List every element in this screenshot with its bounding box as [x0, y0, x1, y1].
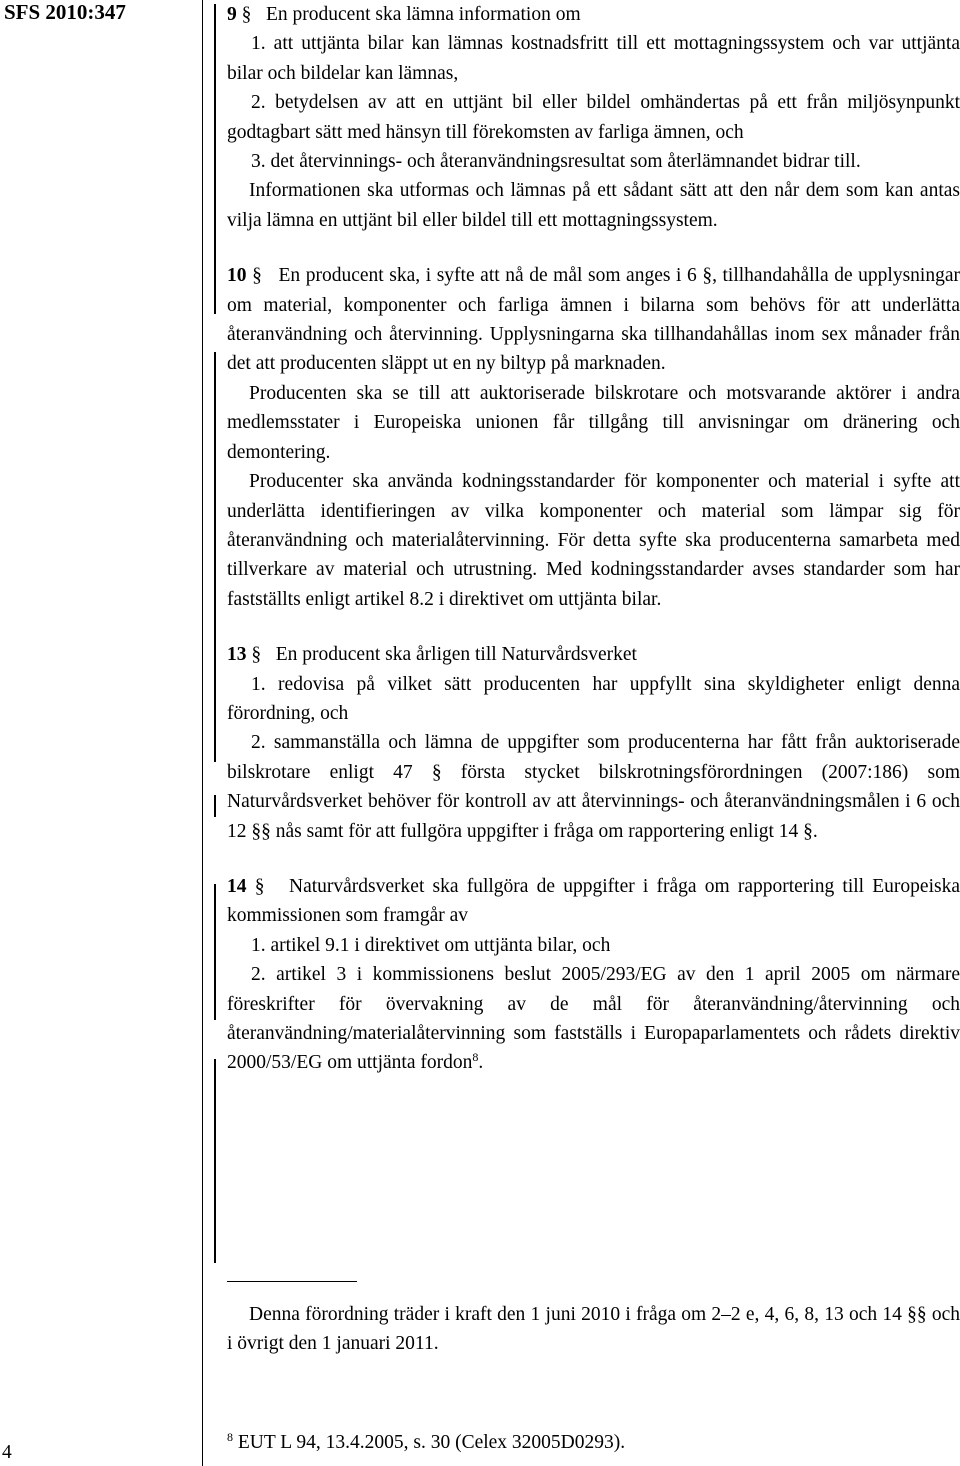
- section-9-intro: 9 § En producent ska lämna information om: [227, 4, 581, 25]
- section-9-item-2: 2. betydelsen av att en uttjänt bil eller bildel omhändertas på ett från miljösynpunkt godtagbart sätt med hänsyn till förekomsten av farliga ämnen, och: [227, 92, 960, 143]
- section-number: 13: [227, 644, 247, 666]
- change-bar: [214, 352, 216, 762]
- section-text: En producent ska, i syfte att nå de mål som anges i 6 §, tillhandahålla de upplysningar om material, komponenter och farliga ämnen i bilarna som behövs för att underlätta återanvändning och återvinning. Upplysningarna ska tillhandahållas inom sex månader från det att producenten släppt ut en ny biltyp på marknaden.: [227, 265, 960, 375]
- section-10-p1: 10 § En producent ska, i syfte att nå de mål som anges i 6 §, tillhandahålla de upplysningar om material, komponenter och farliga ämnen i bilarna som behövs för att underlätta återanvändning och återvinning. Upplysningarna ska tillhandahållas inom sex månader från det att producenten släppt ut en ny biltyp på marknaden.: [227, 265, 960, 375]
- section-10-p2: Producenten ska se till att auktoriserade bilskrotare och motsvarande aktörer i andra medlemsstater i Europeiska unionen får tillgång till anvisningar om dränering och demontering.: [227, 382, 960, 463]
- change-bar: [214, 795, 216, 817]
- footnote: [227, 1432, 625, 1454]
- page-number: 4: [2, 1442, 12, 1463]
- section-14-intro: 14 § Naturvårdsverket ska fullgöra de uppgifter i fråga om rapportering till Europeiska kommissionen som framgår av: [227, 875, 960, 927]
- change-bar: [214, 4, 216, 314]
- section-intro-text: Naturvårdsverket ska fullgöra de uppgifter i fråga om rapportering till Europeiska kommissionen som framgår av: [227, 875, 960, 927]
- section-14-item-2: [227, 960, 960, 1078]
- section-intro-text: En producent ska lämna information om: [266, 4, 581, 25]
- change-bar: [214, 884, 216, 1020]
- footnote-number: 8: [227, 1430, 233, 1444]
- section-number: 10: [227, 265, 247, 287]
- entry-into-force: Denna förordning träder i kraft den 1 juni 2010 i fråga om 2–2 e, 4, 6, 8, 13 och 14 §§ och i övrigt den 1 januari 2011.: [227, 1304, 960, 1355]
- item-end: .: [478, 1052, 484, 1074]
- change-bar: [214, 1059, 216, 1263]
- section-9-paragraph: Informationen ska utformas och lämnas på ett sådant sätt att den når dem som kan antas vilja lämna en uttjänt bil eller bildel till ett mottagningssystem.: [227, 180, 960, 231]
- sfs-number: SFS 2010:347: [4, 0, 126, 24]
- footnote-ref[interactable]: 8: [472, 1050, 479, 1065]
- item-text: 2. artikel 3 i kommissionens beslut 2005/293/EG av den 1 april 2005 om närmare föreskrifter för övervakning av de mål för återanvändning/återvinning och återanvändning/materialåtervinning som fastställs i Europaparlamentets och rådets direktiv 2000/53/EG om uttjänta fordon: [227, 964, 960, 1074]
- document-body: [227, 0, 960, 1078]
- section-9-item-1: 1. att uttjänta bilar kan lämnas kostnadsfritt till ett mottagningssystem och var uttjänta bilar och bildelar kan lämnas,: [227, 33, 960, 84]
- section-10-p3: Producenter ska använda kodningsstandarder för komponenter och material i syfte att underlätta identifieringen av vilka komponenter och material som lämpar sig för återanvändning och materialåtervinning. För detta syfte ska producenterna samarbeta med tillverkare av material och utrustning. Med kodningsstandarder avses standarder som har fastställts enligt artikel 8.2 i direktivet om uttjänta bilar.: [227, 471, 960, 610]
- section-number: 14: [227, 875, 247, 897]
- section-intro-text: En producent ska årligen till Naturvårdsverket: [275, 644, 637, 666]
- section-number: 9: [227, 4, 237, 25]
- section-13-item-2: 2. sammanställa och lämna de uppgifter som producenterna har fått från auktoriserade bilskrotare enligt 47 § första stycket bilskrotningsförordningen (2007:186) som Naturvårdsverket behöver för kontroll av att återvinnings- och återanvändningsmålen i 6 och 12 §§ nås samt för att fullgöra uppgifter i fråga om rapportering enligt 14 §.: [227, 732, 960, 842]
- section-13-intro: 13 § En producent ska årligen till Naturvårdsverket: [227, 644, 637, 666]
- footnote-text: EUT L 94, 13.4.2005, s. 30 (Celex 32005D0293).: [237, 1432, 626, 1453]
- section-13-item-1: 1. redovisa på vilket sätt producenten har uppfyllt sina skyldigheter enligt denna förordning, och: [227, 673, 960, 724]
- margin-rule: [202, 0, 203, 1466]
- section-9-item-3: 3. det återvinnings- och återanvändningsresultat som återlämnandet bidrar till.: [251, 151, 861, 173]
- entry-into-force-block: [227, 1300, 960, 1359]
- section-14-item-1: 1. artikel 9.1 i direktivet om uttjänta bilar, och: [251, 934, 611, 956]
- separator-line: [227, 1281, 357, 1282]
